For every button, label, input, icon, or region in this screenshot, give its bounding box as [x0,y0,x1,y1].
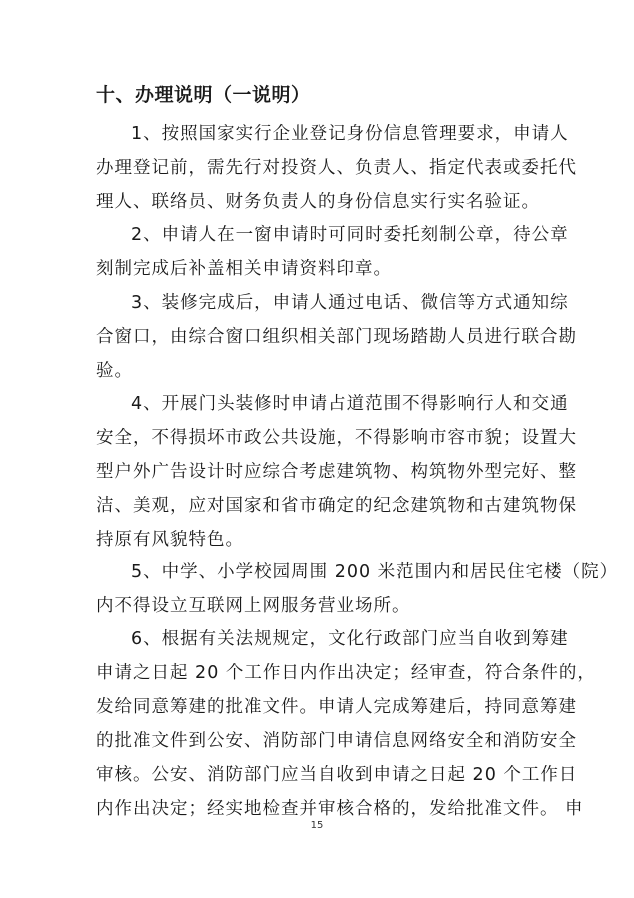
paragraph-3 [96,286,577,388]
paragraph-5 [96,555,619,623]
paragraph-line: 2、申请人在一窗申请时可同时委托刻制公章，待公章 [131,225,569,245]
paragraph-line: 办理登记前，需先行对投资人、负责人、指定代表或委托代 [96,158,577,178]
paragraph-line: 的批准文件到公安、消防部门申请信息网络安全和消防安全 [96,731,577,751]
paragraph-line: 6、根据有关法规规定，文化行政部门应当自收到筹建 [131,629,569,649]
paragraph-line: 内作出决定；经实地检查并审核合格的，发给批准文件。 申 [96,799,584,819]
paragraph-4 [96,387,577,557]
paragraph-line: 审核。公安、消防部门应当自收到申请之日起 20 个工作日 [96,765,578,785]
paragraph-6 [96,622,596,826]
paragraph-line: 3、装修完成后，申请人通过电话、微信等方式通知综 [131,293,569,313]
section-heading: 十、办理说明（一说明） [96,84,311,106]
paragraph-line: 合窗口，由综合窗口组织相关部门现场踏勘人员进行联合勘 [96,327,577,347]
paragraph-line: 内不得设立互联网上网服务营业场所。 [96,596,411,616]
paragraph-line: 5、中学、小学校园周围 200 米范围内和居民住宅楼（院） [131,562,619,582]
paragraph-line: 申请之日起 20 个工作日内作出决定；经审查，符合条件的， [96,663,596,683]
paragraph-1 [96,117,577,219]
paragraph-line: 理人、联络员、财务负责人的身份信息实行实名验证。 [96,192,540,212]
paragraph-line: 洁、美观，应对国家和省市确定的纪念建筑物和古建筑物保 [96,496,577,516]
paragraph-line: 验。 [96,361,133,381]
paragraph-line: 4、开展门头装修时申请占道范围不得影响行人和交通 [131,394,569,414]
paragraph-line: 1、按照国家实行企业登记身份信息管理要求，申请人 [131,124,569,144]
paragraph-line: 型户外广告设计时应综合考虑建筑物、构筑物外型完好、整 [96,462,577,482]
paragraph-line: 安全，不得损坏市政公共设施，不得影响市容市貌；设置大 [96,428,577,448]
paragraph-2 [96,218,569,286]
page-number: 15 [310,820,324,831]
paragraph-line: 刻制完成后补盖相关申请资料印章。 [96,259,392,279]
paragraph-line: 持原有风貌特色。 [96,530,244,550]
paragraph-line: 发给同意筹建的批准文件。申请人完成筹建后，持同意筹建 [96,697,577,717]
